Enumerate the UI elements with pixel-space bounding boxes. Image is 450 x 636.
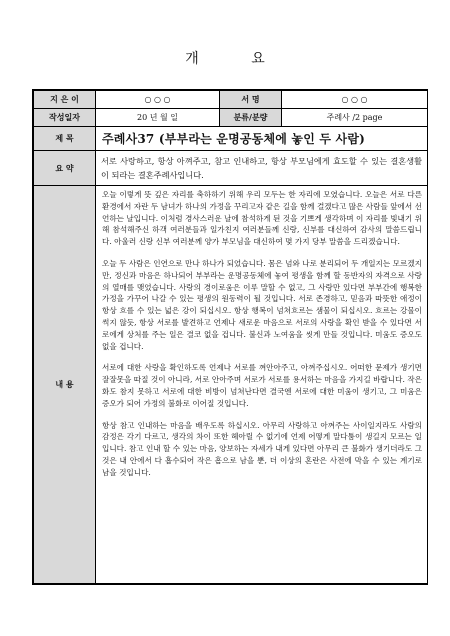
date-row [34,109,428,127]
category-label: 분류/분량 [220,109,282,127]
category-value: 주례사 /2 page [282,109,428,127]
content-paragraph: 서로에 대한 사랑을 확인하도록 언제나 서로를 껴안아주고, 아껴주십시오. 어떠한 문제가 생기면 잘잘못을 따질 것이 아니라, 서로 안아주며 서로가 서로를 용서하는 마음을 가지길 바랍니다. 작은 화도 참지 못하고 서로에 대한 비방이 넘쳐난다면 결국엔 서로에 대한 미움이 생기고, 그 미움은 증오가 되어 가정의 불화로 이어질 것입니다. [102,363,422,408]
summary-row [34,151,428,186]
content-paragraph: 오늘 두 사람은 인연으로 만나 하나가 되었습니다. 몸은 넘와 나로 분리되어 두 개일지는 모르겠지만, 정신과 마음은 하나되어 부부라는 운명공동체에 놓여 평생을 함께 할 동반자의 자격으로 사랑의 열매를 맺었습니다. 사랑의 경이로움은 이루 말할 수 없고, 그 사랑만 있다면 부부간에 행복한 가정을 가꾸어 나갈 수 있는 평생의 원동력이 될 것입니다. 서로 존경하고, 믿음과 따뜻한 애정이 항상 흐를 수 있는 넓은 강이 되십시오. 항상 행복이 넘쳐흐르는 샘물이 되십시오. 흐르는 강물이 썩지 않듯, 항상 서로를 발견하고 언제나 새로운 마음으로 서로의 사랑을 확인 받을 수 있다면 서로에게 상처를 주는 일은 결코 없을 겁니다. 불신과 노여움을 씻게 만들 것입니다. 미움도 증오도 없을 겁니다. [102,258,422,351]
content-body [96,186,428,584]
summary-form [32,89,428,585]
page-title: 개 요 [185,51,289,67]
content-paragraph: 항상 참고 인내하는 마음을 배우도록 하십시오. 아무리 사랑하고 아껴주는 사이일지라도 사람의 감정은 각기 다르고, 생각의 차이 또한 헤아릴 수 없기에 언제 어떻게 말다툼이 생길지 모르는 일입니다. 참고 인내 할 수 있는 마음, 양보하는 자세가 내게 있다면 아무리 큰 불화가 생기더라도 그것은 내 안에서 다 흡수되어 작은 흠으로 남을 뿐, 더 이상의 혼란은 사전에 막을 수 있는 계기로 남을 것입니다. [102,420,422,477]
summary-text: 서로 사랑하고, 항상 아껴주고, 참고 인내하고, 항상 부모님에게 효도할 수 있는 결혼생활이 되라는 결혼주례사입니다. [96,151,428,186]
signature-value: ○ ○ ○ [282,91,428,109]
title-label: 제 목 [34,127,96,151]
content-label: 내 용 [34,186,96,584]
document-title: 주례사37 (부부라는 운명공동체에 놓인 두 사람) [96,127,428,151]
summary-label: 요 약 [34,151,96,186]
content-paragraph: 오늘 이렇게 뜻 깊은 자리를 축하하기 위해 우리 모두는 한 자리에 모였습니다. 오늘은 서로 다른 환경에서 자란 두 남녀가 하나의 가정을 꾸리고자 같은 길을 함께 걸겠다고 많은 사람들 앞에서 선언하는 날입니다. 이처럼 경사스러운 날에 참석하게 된 것을 기쁘게 생각하며 이 자리를 빛내기 위해 참석해주신 하객 여러분들과 일가친지 여러분들께 신랑, 신부를 대신하여 감사의 말씀드립니다. 아울러 신랑 신부 여러분께 양가 부모님을 대신하여 몇 가지 당부 말씀을 드리겠습니다. [102,190,422,247]
title-row [34,127,428,151]
signature-label: 서 명 [220,91,282,109]
date-label: 작성일자 [34,109,96,127]
author-value: ○ ○ ○ [96,91,220,109]
author-row [34,91,428,109]
date-value: 20 년 월 일 [96,109,220,127]
summary-table [33,90,428,584]
content-row [34,186,428,584]
author-label: 지 은 이 [34,91,96,109]
